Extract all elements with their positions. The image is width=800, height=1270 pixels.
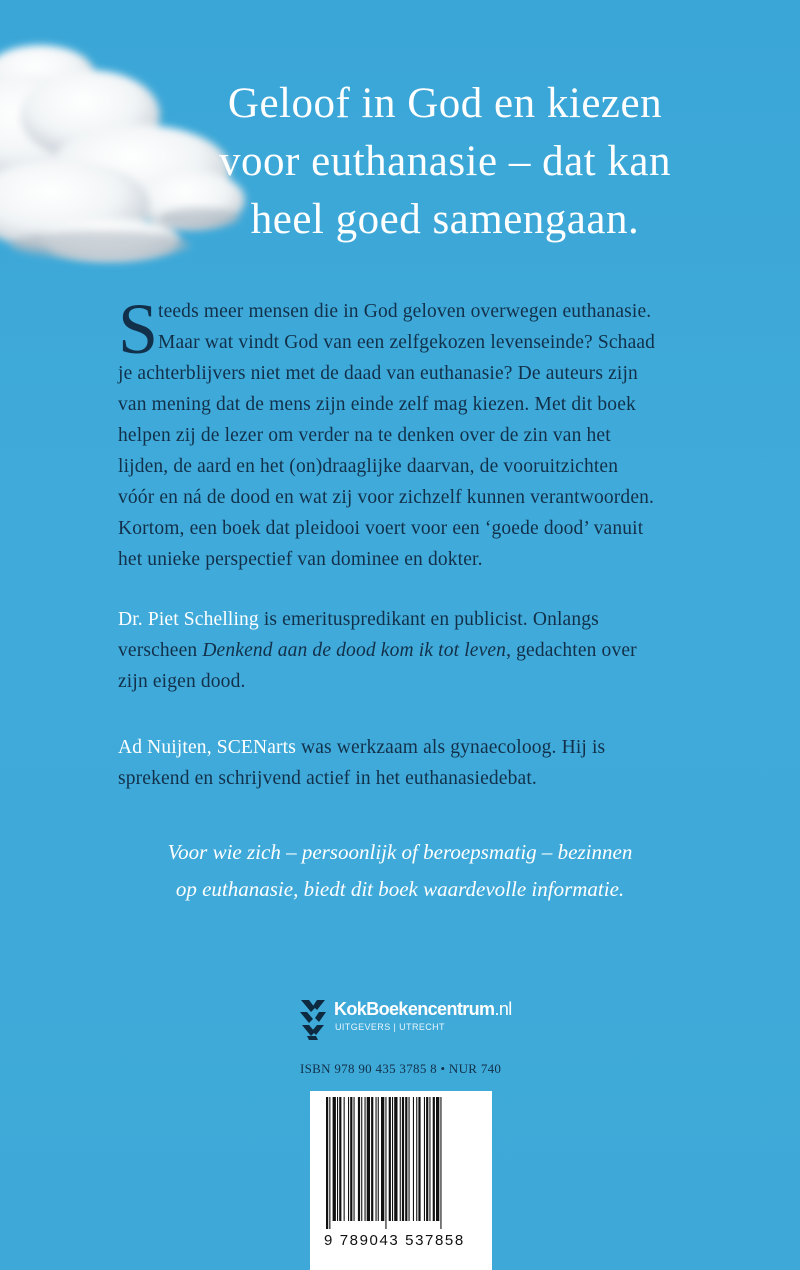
bio-text: sprekend en schrijvend actief in het euthanasiedebat. <box>118 768 537 789</box>
barcode-bar <box>418 1097 420 1221</box>
barcode-bar <box>429 1097 430 1221</box>
barcode-bar <box>339 1097 341 1221</box>
quote-line: op euthanasie, biedt dit boek waardevolle informatie. <box>175 877 625 901</box>
closing-quote <box>100 834 700 908</box>
barcode-bar <box>376 1097 377 1221</box>
barcode <box>310 1091 492 1270</box>
barcode-bar <box>440 1097 441 1229</box>
bio-text: is emerituspredikant en publicist. Onlangs <box>258 609 599 630</box>
barcode-bar <box>402 1097 404 1221</box>
intro-line: vóór en ná de dood en wat zij voor zichzelf kunnen verantwoorden. <box>118 487 655 508</box>
barcode-bar <box>400 1097 401 1221</box>
intro-line: helpen zij de lezer om verder na te denken over de zin van het <box>118 425 611 446</box>
barcode-bar <box>433 1097 435 1221</box>
barcode-bar <box>413 1097 414 1221</box>
intro-line: je achterblijvers niet met de daad van euthanasie? De auteurs zijn <box>118 363 638 384</box>
barcode-bar <box>392 1097 393 1221</box>
intro-line: van mening dat de mens zijn einde zelf mag kiezen. Met dit boek <box>118 394 636 415</box>
author-bio-nuijten <box>118 732 686 794</box>
author-name: Dr. Piet Schelling <box>118 609 259 630</box>
author-name: Ad Nuijten, SCENarts <box>118 737 296 758</box>
headline <box>150 75 740 249</box>
intro-line: teeds meer mensen die in God geloven overwegen euthanasie. <box>158 301 652 322</box>
barcode-bar <box>354 1097 355 1221</box>
barcode-bar <box>348 1097 349 1221</box>
barcode-bar <box>337 1097 338 1221</box>
drop-cap: S <box>118 289 159 369</box>
intro-line: het unieke perspectief van dominee en dokter. <box>118 549 483 570</box>
quote-line: Voor wie zich – persoonlijk of beroepsmatig – bezinnen <box>167 840 633 864</box>
publisher-logo <box>298 997 538 1047</box>
bio-text: was werkzaam als gynaecoloog. Hij is <box>295 737 606 758</box>
barcode-bar <box>367 1097 370 1221</box>
barcode-bar <box>424 1097 425 1221</box>
barcode-bar <box>371 1097 373 1221</box>
barcode-bar <box>329 1097 330 1229</box>
barcode-bar <box>365 1097 366 1221</box>
bio-text: zijn eigen dood. <box>118 671 246 692</box>
publisher-domain: .nl <box>494 999 512 1019</box>
barcode-bar <box>326 1097 328 1229</box>
barcode-digits: 9 789043 537858 <box>324 1232 465 1249</box>
barcode-bar <box>436 1097 439 1221</box>
bio-text: verscheen <box>118 640 203 661</box>
intro-line: Maar wat vindt God van een zelfgekozen levenseinde? Schaad <box>158 332 656 353</box>
author-bio-schelling <box>118 604 686 697</box>
bio-text: , gedachten over <box>506 640 637 661</box>
barcode-bar <box>378 1097 379 1221</box>
headline-line: voor euthanasie – dat kan <box>219 138 671 185</box>
isbn-line: ISBN 978 90 435 3785 8 • NUR 740 <box>300 1061 502 1076</box>
barcode-bar <box>344 1097 345 1221</box>
intro-line: lijden, de aard en het (on)draaglijke daarvan, de vooruitzichten <box>118 456 619 477</box>
barcode-bar <box>381 1097 384 1221</box>
publisher-name: KokBoekencentrum <box>334 999 495 1019</box>
book-title: Denkend aan de dood kom ik tot leven <box>202 640 507 661</box>
barcode-bar <box>394 1097 397 1221</box>
barcode-bar <box>389 1097 391 1221</box>
intro-line: Kortom, een boek dat pleidooi voert voor een ‘goede dood’ vanuit <box>118 518 644 539</box>
barcode-bar <box>405 1097 407 1221</box>
headline-line: heel goed samengaan. <box>250 196 640 243</box>
kok-boekencentrum-logo-icon <box>298 997 328 1041</box>
intro-paragraph <box>118 289 686 575</box>
barcode-bar <box>333 1097 336 1221</box>
barcode-bar <box>358 1097 360 1221</box>
barcode-bars <box>326 1097 478 1229</box>
publisher-subtitle: UITGEVERS | UTRECHT <box>335 1022 445 1032</box>
barcode-bar <box>350 1097 352 1221</box>
barcode-bar <box>385 1097 386 1229</box>
headline-line: Geloof in God en kiezen <box>227 80 663 127</box>
barcode-bar <box>409 1097 410 1221</box>
barcode-bar <box>416 1097 417 1221</box>
barcode-bar <box>361 1097 362 1221</box>
barcode-bar <box>426 1097 428 1221</box>
